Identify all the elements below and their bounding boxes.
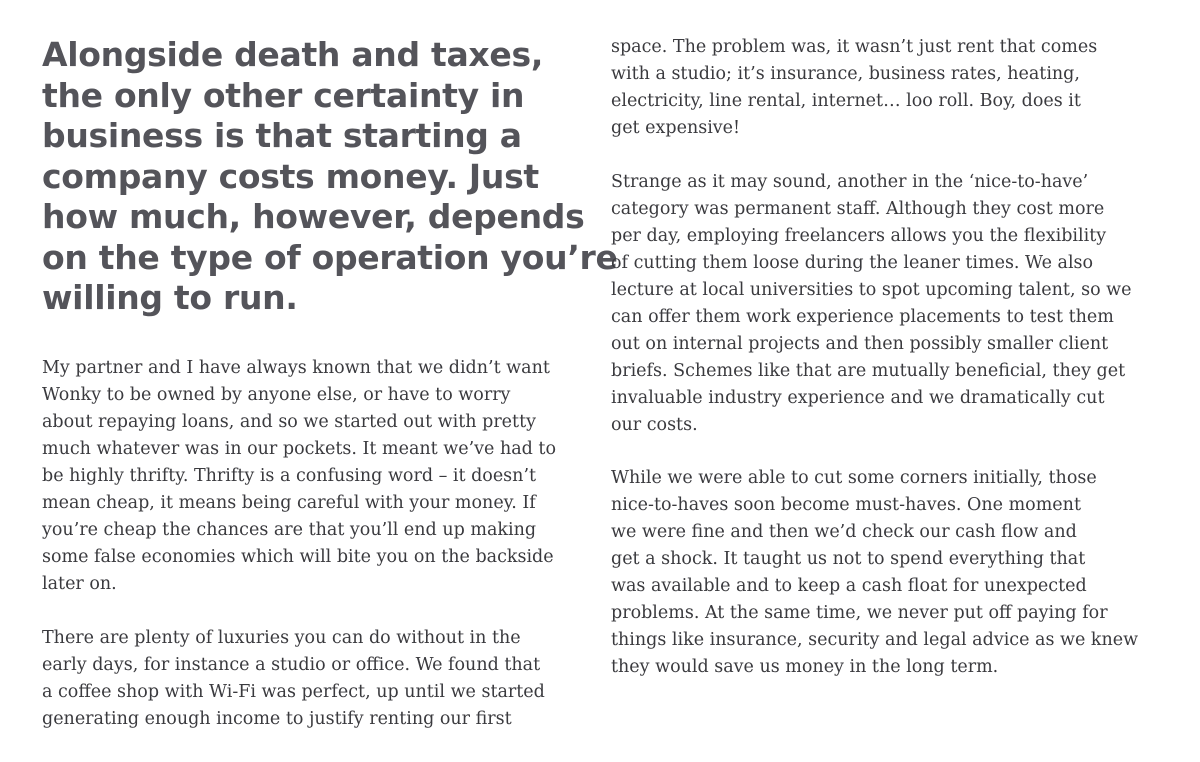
headline-line: on the type of operation you’re	[42, 237, 618, 277]
text-line: much whatever was in our pockets. It meant we’ve had to	[42, 439, 557, 459]
headline-line: Alongside death and taxes,	[42, 35, 544, 74]
body-paragraph-cash-flow	[611, 465, 1138, 681]
text-line: was available and to keep a cash float for unexpected	[611, 576, 1087, 596]
body-paragraph-staff	[611, 169, 1132, 439]
headline-line: business is that starting a	[42, 116, 522, 155]
text-line: some false economies which will bite you on the backside	[42, 547, 554, 567]
text-line: we were fine and then we’d check our cash flow and	[611, 522, 1077, 542]
text-line: early days, for instance a studio or office. We found that	[42, 655, 541, 675]
text-line: While we were able to cut some corners initially, those	[611, 468, 1097, 488]
text-line: briefs. Schemes like that are mutually beneficial, they get	[611, 361, 1126, 381]
headline	[42, 35, 618, 319]
text-line: invaluable industry experience and we dramatically cut	[611, 388, 1105, 408]
text-line: about repaying loans, and so we started out with pretty	[42, 412, 536, 432]
text-line: generating enough income to justify renting our first	[42, 709, 512, 729]
body-paragraph-luxuries	[42, 625, 545, 733]
headline-line: how much, however, depends	[42, 197, 585, 236]
text-line: with a studio; it’s insurance, business rates, heating,	[611, 64, 1080, 84]
text-line: space. The problem was, it wasn’t just rent that comes	[611, 37, 1098, 57]
headline-line: company costs money. Just	[42, 156, 539, 196]
headline-line: willing to run.	[42, 278, 298, 317]
text-line: our costs.	[611, 415, 698, 435]
text-line: category was permanent staff. Although they cost more	[611, 199, 1105, 219]
text-line: lecture at local universities to spot upcoming talent, so we	[611, 280, 1132, 300]
text-line: My partner and I have always known that we didn’t want	[42, 358, 550, 378]
text-line: get expensive!	[611, 118, 741, 138]
text-line: Wonky to be owned by anyone else, or have to worry	[42, 385, 511, 405]
text-line: problems. At the same time, we never put off paying for	[611, 603, 1108, 623]
text-line: There are plenty of luxuries you can do without in the	[42, 628, 521, 648]
body-paragraph-thrifty	[42, 355, 556, 598]
text-line: Strange as it may sound, another in the ‘nice-to-have’	[611, 172, 1089, 192]
text-line: of cutting them loose during the leaner times. We also	[611, 253, 1094, 273]
text-line: be highly thrifty. Thrifty is a confusing word – it doesn’t	[42, 466, 537, 486]
text-line: electricity, line rental, internet… loo roll. Boy, does it	[611, 91, 1081, 111]
text-line: out on internal projects and then possibly smaller client	[611, 334, 1109, 354]
headline-line: the only other certainty in	[42, 75, 525, 115]
text-line: later on.	[42, 574, 117, 594]
text-line: you’re cheap the chances are that you’ll end up making	[42, 520, 537, 540]
text-line: mean cheap, it means being careful with your money. If	[42, 493, 536, 513]
text-line: nice-to-haves soon become must-haves. One moment	[611, 495, 1081, 515]
body-paragraph-studio-costs	[611, 34, 1097, 142]
text-line: they would save us money in the long term.	[611, 657, 999, 677]
text-line: get a shock. It taught us not to spend everything that	[611, 549, 1086, 569]
text-line: can offer them work experience placements to test them	[611, 307, 1114, 327]
text-line: things like insurance, security and legal advice as we knew	[611, 630, 1139, 650]
text-line: a coffee shop with Wi-Fi was perfect, up until we started	[42, 682, 545, 702]
text-line: per day, employing freelancers allows you the flexibility	[611, 226, 1107, 246]
